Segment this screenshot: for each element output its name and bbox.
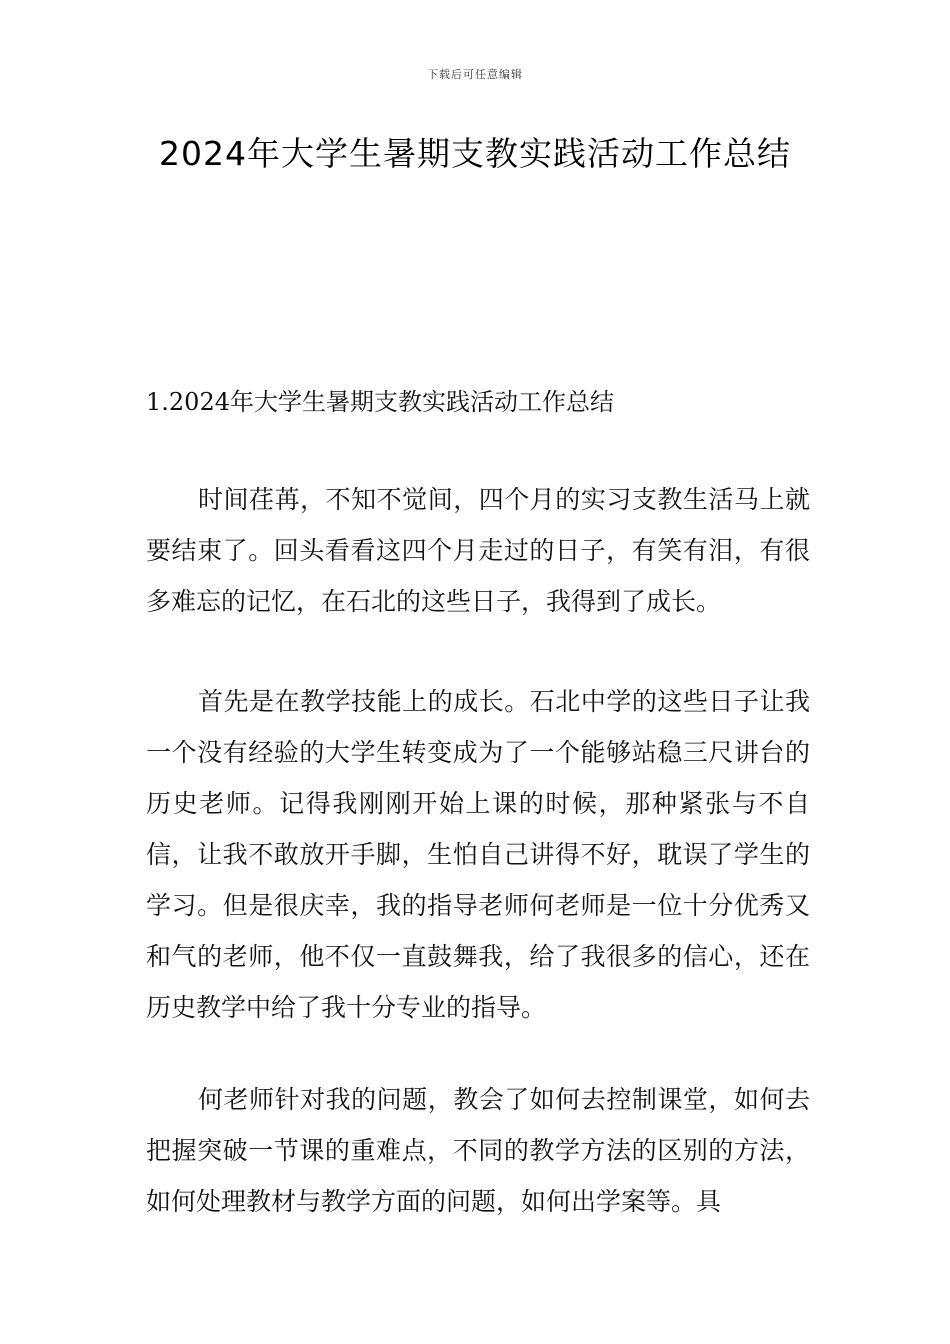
paragraph-3: 何老师针对我的问题，教会了如何去控制课堂，如何去把握突破一节课的重难点，不同的教学方法的区别的方法，如何处理教材与教学方面的问题，如何出学案等。具 — [146, 1085, 810, 1216]
paragraph-1: 时间荏苒，不知不觉间，四个月的实习支教生活马上就要结束了。回头看看这四个月走过的日子，有笑有泪，有很多难忘的记忆，在石北的这些日子，我得到了成长。 — [146, 485, 810, 616]
section-heading: 1.2024年大学生暑期支教实践活动工作总结 — [146, 388, 614, 416]
document-title: 2024年大学生暑期支教实践活动工作总结 — [159, 134, 791, 173]
header-note: 下载后可任意编辑 — [427, 68, 523, 81]
paragraph-2: 首先是在教学技能上的成长。石北中学的这些日子让我一个没有经验的大学生转变成为了一个能够站稳三尺讲台的历史老师。记得我刚刚开始上课的时候，那种紧张与不自信，让我不敢放开手脚，生怕自己讲得不好，耽误了学生的学习。但是很庆幸，我的指导老师何老师是一位十分优秀又和气的老师，他不仅一直鼓舞我，给了我很多的信心，还在历史教学中给了我十分专业的指导。 — [146, 687, 810, 1022]
